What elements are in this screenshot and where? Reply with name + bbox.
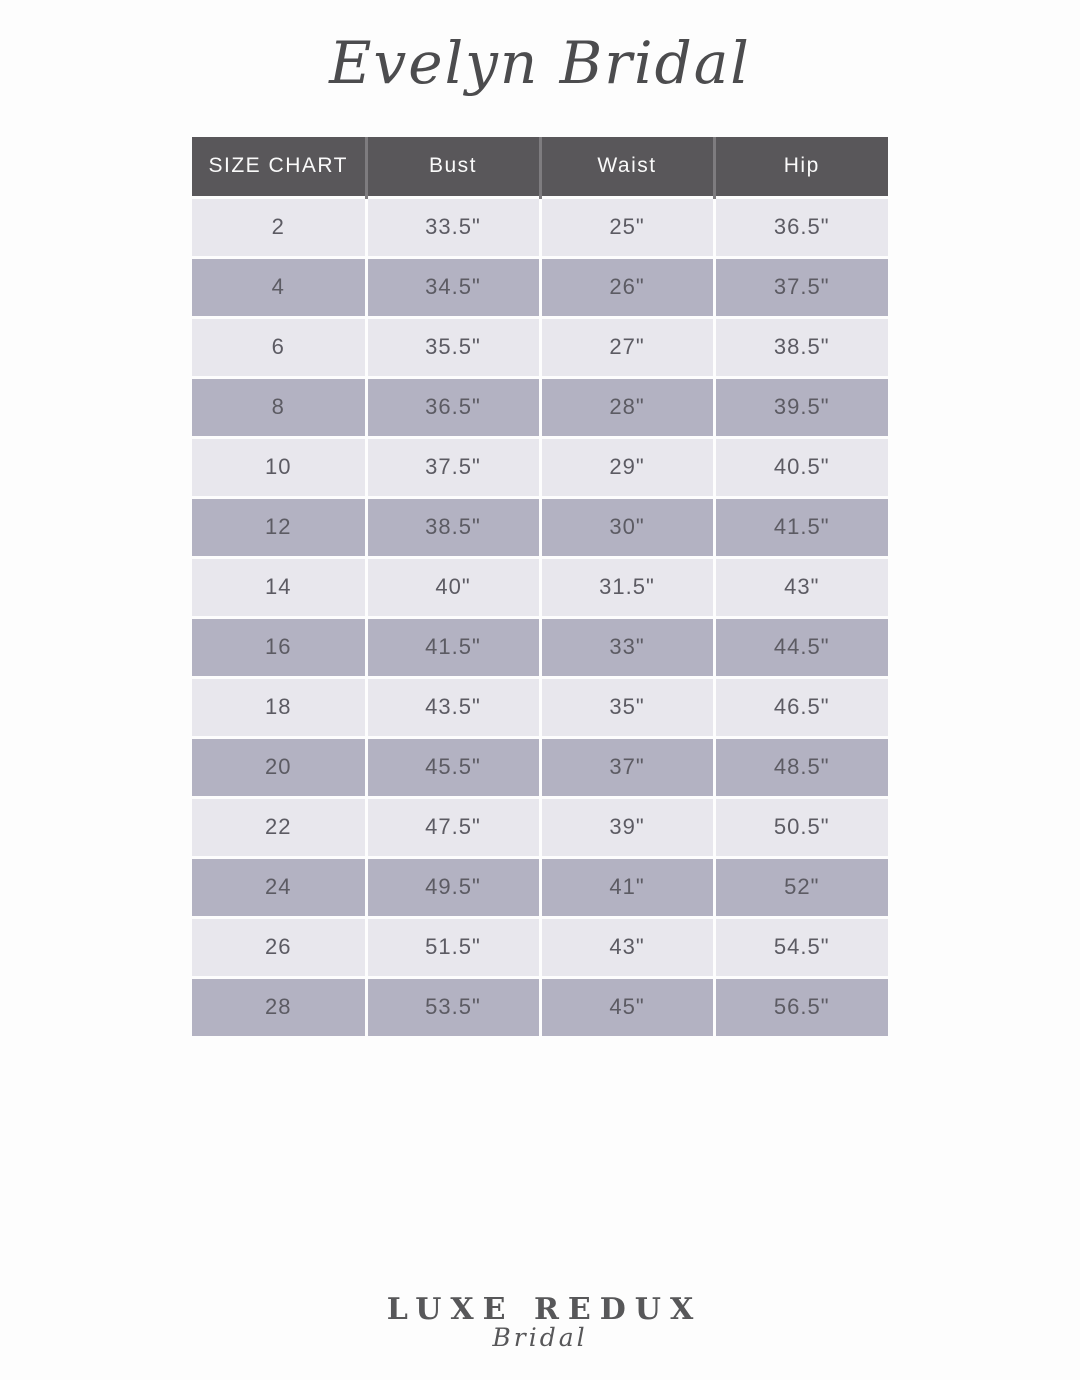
hip-cell: 39.5" (714, 377, 888, 437)
table-row (192, 497, 888, 557)
table-row (192, 677, 888, 737)
hip-cell: 50.5" (714, 797, 888, 857)
hip-cell: 36.5" (714, 197, 888, 257)
bust-cell: 36.5" (366, 377, 540, 437)
waist-cell: 29" (540, 437, 714, 497)
bust-cell: 47.5" (366, 797, 540, 857)
bust-cell: 51.5" (366, 917, 540, 977)
footer-logo (0, 1292, 1080, 1352)
bust-cell: 49.5" (366, 857, 540, 917)
waist-cell: 33" (540, 617, 714, 677)
table-row (192, 797, 888, 857)
column-header-size-chart: SIZE CHART (192, 137, 366, 198)
hip-cell: 41.5" (714, 497, 888, 557)
size-cell: 18 (192, 677, 366, 737)
size-cell: 8 (192, 377, 366, 437)
size-cell: 16 (192, 617, 366, 677)
bust-cell: 38.5" (366, 497, 540, 557)
waist-cell: 28" (540, 377, 714, 437)
page (0, 30, 1080, 1380)
size-cell: 28 (192, 977, 366, 1036)
bust-cell: 41.5" (366, 617, 540, 677)
hip-cell: 46.5" (714, 677, 888, 737)
footer-logo-script: Bridal (492, 1322, 588, 1352)
hip-cell: 37.5" (714, 257, 888, 317)
table-row (192, 197, 888, 257)
size-cell: 12 (192, 497, 366, 557)
hip-cell: 56.5" (714, 977, 888, 1036)
hip-cell: 38.5" (714, 317, 888, 377)
table-row (192, 437, 888, 497)
table-row (192, 377, 888, 437)
hip-cell: 40.5" (714, 437, 888, 497)
column-header-waist: Waist (540, 137, 714, 198)
table-row (192, 917, 888, 977)
hip-cell: 48.5" (714, 737, 888, 797)
size-cell: 22 (192, 797, 366, 857)
size-cell: 20 (192, 737, 366, 797)
table-row (192, 257, 888, 317)
hip-cell: 43" (714, 557, 888, 617)
column-header-bust: Bust (366, 137, 540, 198)
size-cell: 6 (192, 317, 366, 377)
hip-cell: 44.5" (714, 617, 888, 677)
waist-cell: 31.5" (540, 557, 714, 617)
bust-cell: 45.5" (366, 737, 540, 797)
header-row (192, 137, 888, 198)
bust-cell: 53.5" (366, 977, 540, 1036)
waist-cell: 43" (540, 917, 714, 977)
bust-cell: 33.5" (366, 197, 540, 257)
table-row (192, 617, 888, 677)
waist-cell: 45" (540, 977, 714, 1036)
size-chart-table (192, 137, 888, 1036)
waist-cell: 27" (540, 317, 714, 377)
table-row (192, 857, 888, 917)
waist-cell: 25" (540, 197, 714, 257)
table-row (192, 977, 888, 1036)
waist-cell: 26" (540, 257, 714, 317)
waist-cell: 30" (540, 497, 714, 557)
size-cell: 10 (192, 437, 366, 497)
size-cell: 4 (192, 257, 366, 317)
size-cell: 2 (192, 197, 366, 257)
waist-cell: 35" (540, 677, 714, 737)
size-chart-header (192, 137, 888, 198)
table-row (192, 317, 888, 377)
size-cell: 26 (192, 917, 366, 977)
table-row (192, 557, 888, 617)
size-cell: 24 (192, 857, 366, 917)
size-cell: 14 (192, 557, 366, 617)
waist-cell: 39" (540, 797, 714, 857)
column-header-hip: Hip (714, 137, 888, 198)
bust-cell: 37.5" (366, 437, 540, 497)
bust-cell: 43.5" (366, 677, 540, 737)
bust-cell: 34.5" (366, 257, 540, 317)
footer-logo-wordmark: LUXE REDUX (386, 1291, 703, 1327)
waist-cell: 37" (540, 737, 714, 797)
table-row (192, 737, 888, 797)
brand-script-logo: Evelyn Bridal (329, 29, 751, 97)
bust-cell: 40" (366, 557, 540, 617)
hip-cell: 54.5" (714, 917, 888, 977)
bust-cell: 35.5" (366, 317, 540, 377)
size-chart-body (192, 197, 888, 1036)
waist-cell: 41" (540, 857, 714, 917)
hip-cell: 52" (714, 857, 888, 917)
